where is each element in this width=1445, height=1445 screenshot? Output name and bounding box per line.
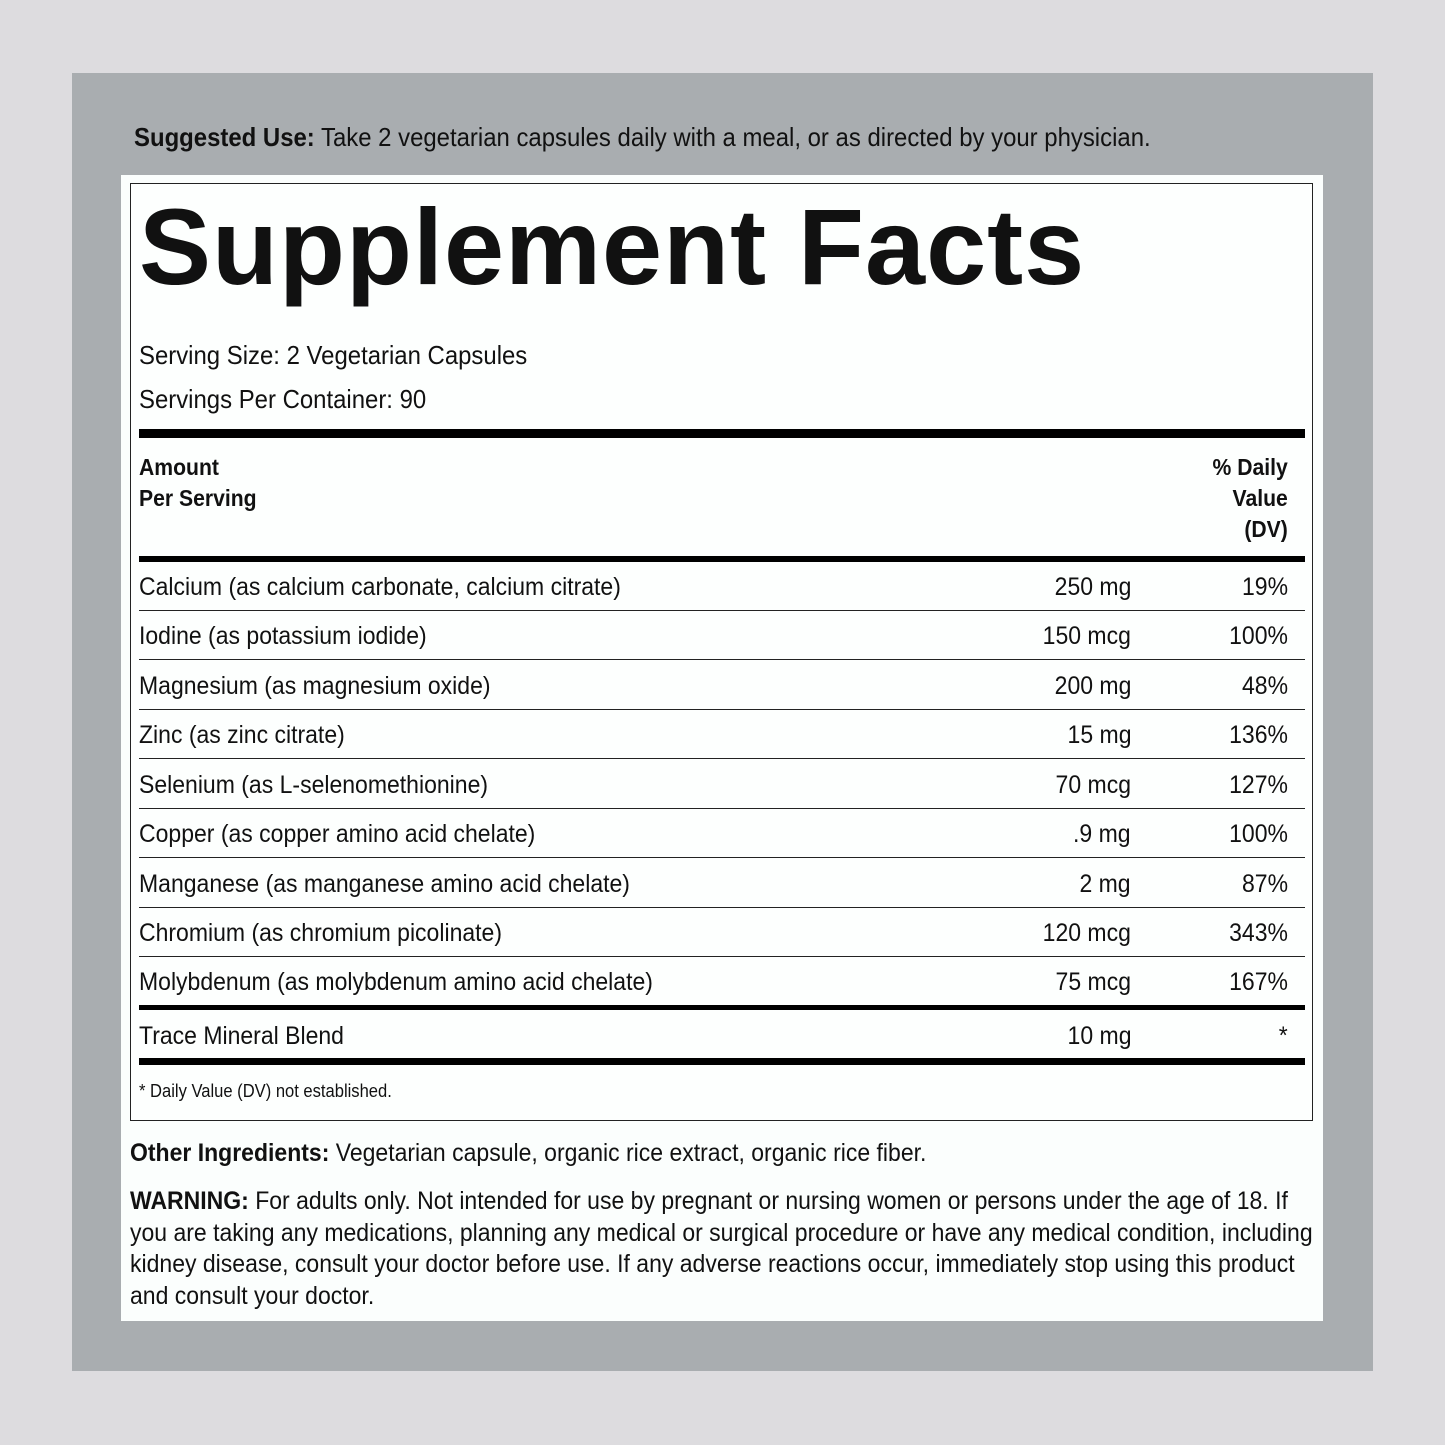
daily-value-header [1213,452,1288,545]
dv-footnote: * Daily Value (DV) not established. [139,1081,392,1101]
nutrient-name: Zinc (as zinc citrate) [139,721,345,749]
header-amount: Amount [139,454,219,480]
nutrient-dv: 48% [1241,672,1288,700]
nutrient-name: Chromium (as chromium picolinate) [139,919,502,947]
serving-size: Serving Size: 2 Vegetarian Capsules [139,340,528,370]
nutrient-amount: 250 mg [1054,573,1131,601]
other-ingredients-text: Vegetarian capsule, organic rice extract, organic rice fiber. [329,1139,927,1167]
header-value: Value [1232,485,1288,511]
row-divider [139,659,1305,661]
nutrient-name: Iodine (as potassium iodide) [139,622,427,650]
nutrient-dv: 167% [1229,968,1288,996]
nutrient-dv: 136% [1229,721,1288,749]
nutrient-row [139,957,1305,1006]
blend-divider [139,1005,1305,1010]
row-divider [139,857,1305,859]
nutrient-row [139,661,1305,710]
nutrient-name: Selenium (as L-selenomethionine) [139,771,489,799]
bottom-divider [139,1058,1305,1065]
nutrient-dv: 19% [1241,573,1288,601]
nutrient-row [139,611,1305,660]
nutrient-name: Molybdenum (as molybdenum amino acid chelate) [139,968,653,996]
nutrient-name: Manganese (as manganese amino acid chelate) [139,870,630,898]
nutrient-row [139,562,1305,611]
suggested-use-label: Suggested Use: [134,122,315,152]
warning-label: WARNING: [130,1187,249,1215]
warning [130,1186,1317,1312]
nutrient-name: Calcium (as calcium carbonate, calcium citrate) [139,573,621,601]
nutrient-row [139,760,1305,809]
nutrient-row [139,809,1305,858]
other-ingredients-label: Other Ingredients: [130,1139,330,1167]
nutrient-row [139,710,1305,759]
nutrient-dv: 127% [1229,771,1288,799]
nutrient-amount: 200 mg [1054,672,1131,700]
other-ingredients [130,1138,926,1168]
nutrient-amount: 120 mcg [1042,919,1131,947]
nutrient-dv: 343% [1229,919,1288,947]
thick-divider [139,429,1305,438]
nutrient-name: Magnesium (as magnesium oxide) [139,672,491,700]
suggested-use-text: Take 2 vegetarian capsules daily with a meal, or as directed by your physician. [314,122,1151,152]
nutrient-dv: 87% [1241,870,1288,898]
nutrient-name: Trace Mineral Blend [139,1022,344,1050]
warning-text: For adults only. Not intended for use by pregnant or nursing women or persons under the age of 18. If you are taking any medications, planning any medical or surgical procedure or have any medical condition, including kidney disease, consult your doctor before use. If any adverse reactions occur, immediately stop using this product and consult your doctor. [130,1187,1313,1310]
amount-per-serving-header [139,452,257,514]
nutrient-amount: 150 mcg [1042,622,1131,650]
nutrient-dv: * [1279,1022,1288,1050]
nutrient-row [139,859,1305,908]
header-dv: (DV) [1244,516,1288,542]
header-per-serving: Per Serving [139,485,257,511]
nutrient-amount: .9 mg [1073,820,1131,848]
nutrient-row [139,1011,1305,1060]
nutrient-dv: 100% [1229,820,1288,848]
servings-per-container: Servings Per Container: 90 [139,384,427,414]
nutrient-amount: 15 mg [1067,721,1131,749]
nutrient-amount: 70 mcg [1055,771,1131,799]
row-divider [139,758,1305,760]
nutrient-name: Copper (as copper amino acid chelate) [139,820,536,848]
nutrient-dv: 100% [1229,622,1288,650]
nutrient-amount: 2 mg [1079,870,1131,898]
header-daily: % Daily [1212,454,1288,480]
nutrient-amount: 75 mcg [1055,968,1131,996]
suggested-use [134,122,1151,152]
nutrient-row [139,908,1305,957]
facts-title: Supplement Facts [139,186,1086,307]
nutrient-amount: 10 mg [1067,1022,1131,1050]
